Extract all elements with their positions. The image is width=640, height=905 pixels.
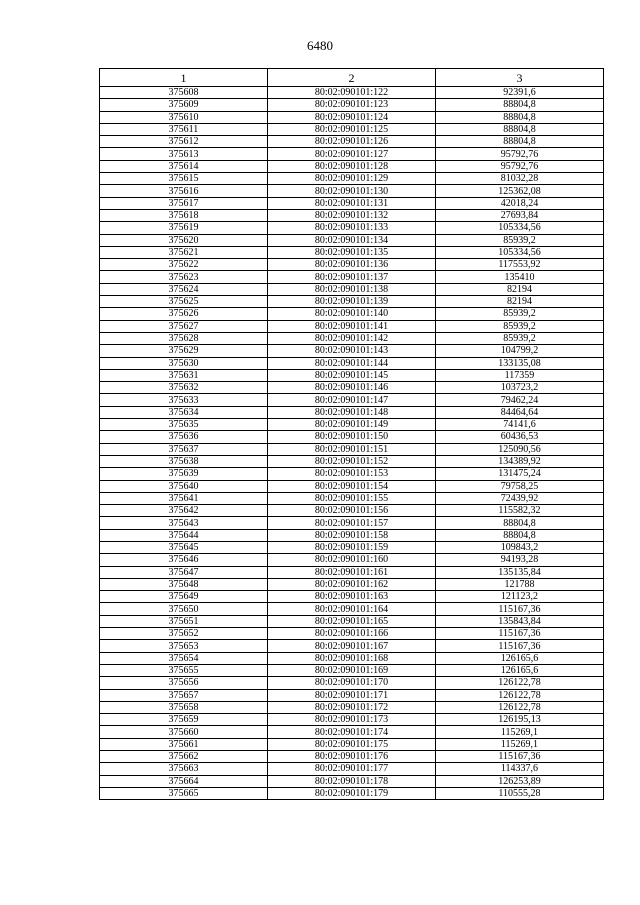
table-row [100,259,604,271]
value-cell: 84464,64 [436,406,604,418]
cadastral-number-cell: 80:02:090101:176 [268,751,436,763]
row-number-cell: 375660 [100,726,268,738]
cadastral-number-cell: 80:02:090101:146 [268,382,436,394]
value-cell: 126165,6 [436,664,604,676]
row-number-cell: 375613 [100,148,268,160]
row-number-cell: 375639 [100,468,268,480]
table-row [100,554,604,566]
row-number-cell: 375651 [100,615,268,627]
table-row [100,714,604,726]
table-row [100,787,604,799]
cadastral-number-cell: 80:02:090101:175 [268,738,436,750]
value-cell: 88804,8 [436,529,604,541]
cadastral-number-cell: 80:02:090101:142 [268,332,436,344]
table-row [100,369,604,381]
value-cell: 115167,36 [436,751,604,763]
value-cell: 115269,1 [436,726,604,738]
table-row [100,701,604,713]
cadastral-number-cell: 80:02:090101:123 [268,99,436,111]
row-number-cell: 375663 [100,763,268,775]
value-cell: 115167,36 [436,628,604,640]
row-number-cell: 375643 [100,517,268,529]
cadastral-number-cell: 80:02:090101:159 [268,541,436,553]
table-row [100,332,604,344]
value-cell: 74141,6 [436,419,604,431]
value-cell: 126122,78 [436,677,604,689]
row-number-cell: 375629 [100,345,268,357]
row-number-cell: 375640 [100,480,268,492]
cadastral-number-cell: 80:02:090101:130 [268,185,436,197]
table-row [100,517,604,529]
cadastral-number-cell: 80:02:090101:170 [268,677,436,689]
value-cell: 60436,53 [436,431,604,443]
table-row [100,173,604,185]
value-cell: 135843,84 [436,615,604,627]
cadastral-number-cell: 80:02:090101:141 [268,320,436,332]
row-number-cell: 375624 [100,283,268,295]
column-header-2: 2 [268,69,436,87]
row-number-cell: 375648 [100,578,268,590]
value-cell: 134389,92 [436,455,604,467]
value-cell: 85939,2 [436,308,604,320]
table-row [100,628,604,640]
value-cell: 115167,36 [436,640,604,652]
row-number-cell: 375623 [100,271,268,283]
table-row [100,677,604,689]
row-number-cell: 375631 [100,369,268,381]
value-cell: 103723,2 [436,382,604,394]
row-number-cell: 375649 [100,591,268,603]
cadastral-number-cell: 80:02:090101:132 [268,209,436,221]
row-number-cell: 375658 [100,701,268,713]
row-number-cell: 375627 [100,320,268,332]
row-number-cell: 375654 [100,652,268,664]
cadastral-number-cell: 80:02:090101:173 [268,714,436,726]
cadastral-number-cell: 80:02:090101:168 [268,652,436,664]
value-cell: 85939,2 [436,332,604,344]
value-cell: 82194 [436,283,604,295]
row-number-cell: 375644 [100,529,268,541]
table-row [100,431,604,443]
row-number-cell: 375653 [100,640,268,652]
table-row [100,296,604,308]
cadastral-number-cell: 80:02:090101:149 [268,419,436,431]
value-cell: 85939,2 [436,320,604,332]
value-cell: 79758,25 [436,480,604,492]
value-cell: 133135,08 [436,357,604,369]
table-row [100,738,604,750]
value-cell: 95792,76 [436,160,604,172]
value-cell: 27693,84 [436,209,604,221]
row-number-cell: 375633 [100,394,268,406]
cadastral-number-cell: 80:02:090101:131 [268,197,436,209]
table-row [100,185,604,197]
value-cell: 85939,2 [436,234,604,246]
table-row [100,111,604,123]
row-number-cell: 375628 [100,332,268,344]
row-number-cell: 375642 [100,505,268,517]
value-cell: 105334,56 [436,246,604,258]
table-row [100,751,604,763]
row-number-cell: 375617 [100,197,268,209]
row-number-cell: 375657 [100,689,268,701]
value-cell: 88804,8 [436,517,604,529]
table-row [100,246,604,258]
column-header-3: 3 [436,69,604,87]
value-cell: 126253,89 [436,775,604,787]
cadastral-number-cell: 80:02:090101:125 [268,123,436,135]
value-cell: 104799,2 [436,345,604,357]
header-row [100,69,604,87]
row-number-cell: 375618 [100,209,268,221]
value-cell: 72439,92 [436,492,604,504]
table-row [100,689,604,701]
row-number-cell: 375635 [100,419,268,431]
row-number-cell: 375612 [100,136,268,148]
row-number-cell: 375632 [100,382,268,394]
cadastral-number-cell: 80:02:090101:158 [268,529,436,541]
cadastral-number-cell: 80:02:090101:129 [268,173,436,185]
value-cell: 131475,24 [436,468,604,480]
table-row [100,345,604,357]
row-number-cell: 375611 [100,123,268,135]
row-number-cell: 375615 [100,173,268,185]
row-number-cell: 375661 [100,738,268,750]
cadastral-number-cell: 80:02:090101:153 [268,468,436,480]
value-cell: 121123,2 [436,591,604,603]
table-row [100,763,604,775]
cadastral-number-cell: 80:02:090101:144 [268,357,436,369]
table-row [100,394,604,406]
value-cell: 126165,6 [436,652,604,664]
table-row [100,148,604,160]
row-number-cell: 375647 [100,566,268,578]
value-cell: 117359 [436,369,604,381]
cadastral-number-cell: 80:02:090101:154 [268,480,436,492]
cadastral-number-cell: 80:02:090101:178 [268,775,436,787]
row-number-cell: 375656 [100,677,268,689]
value-cell: 94193,28 [436,554,604,566]
table-row [100,271,604,283]
row-number-cell: 375664 [100,775,268,787]
value-cell: 114337,6 [436,763,604,775]
cadastral-number-cell: 80:02:090101:162 [268,578,436,590]
table-row [100,87,604,99]
value-cell: 115582,32 [436,505,604,517]
row-number-cell: 375641 [100,492,268,504]
column-header-1: 1 [100,69,268,87]
row-number-cell: 375637 [100,443,268,455]
value-cell: 88804,8 [436,136,604,148]
row-number-cell: 375646 [100,554,268,566]
cadastral-number-cell: 80:02:090101:133 [268,222,436,234]
row-number-cell: 375659 [100,714,268,726]
table-row [100,455,604,467]
data-table [99,68,604,800]
cadastral-number-cell: 80:02:090101:137 [268,271,436,283]
cadastral-number-cell: 80:02:090101:172 [268,701,436,713]
value-cell: 81032,28 [436,173,604,185]
cadastral-number-cell: 80:02:090101:136 [268,259,436,271]
row-number-cell: 375616 [100,185,268,197]
row-number-cell: 375630 [100,357,268,369]
row-number-cell: 375650 [100,603,268,615]
value-cell: 126122,78 [436,689,604,701]
table-row [100,382,604,394]
table-row [100,406,604,418]
cadastral-number-cell: 80:02:090101:135 [268,246,436,258]
value-cell: 125362,08 [436,185,604,197]
value-cell: 82194 [436,296,604,308]
cadastral-number-cell: 80:02:090101:134 [268,234,436,246]
table-row [100,468,604,480]
value-cell: 117553,92 [436,259,604,271]
cadastral-number-cell: 80:02:090101:155 [268,492,436,504]
row-number-cell: 375608 [100,87,268,99]
value-cell: 88804,8 [436,123,604,135]
cadastral-number-cell: 80:02:090101:138 [268,283,436,295]
table-row [100,492,604,504]
table-row [100,591,604,603]
value-cell: 135410 [436,271,604,283]
value-cell: 88804,8 [436,99,604,111]
cadastral-number-cell: 80:02:090101:145 [268,369,436,381]
cadastral-number-cell: 80:02:090101:152 [268,455,436,467]
table-row [100,99,604,111]
cadastral-number-cell: 80:02:090101:160 [268,554,436,566]
table-row [100,419,604,431]
cadastral-number-cell: 80:02:090101:177 [268,763,436,775]
cadastral-number-cell: 80:02:090101:169 [268,664,436,676]
row-number-cell: 375625 [100,296,268,308]
cadastral-number-cell: 80:02:090101:163 [268,591,436,603]
table-row [100,443,604,455]
cadastral-number-cell: 80:02:090101:174 [268,726,436,738]
table-row [100,566,604,578]
cadastral-number-cell: 80:02:090101:150 [268,431,436,443]
value-cell: 126122,78 [436,701,604,713]
value-cell: 110555,28 [436,787,604,799]
page-number: 6480 [307,38,333,53]
table-header [100,69,604,87]
table-row [100,505,604,517]
row-number-cell: 375621 [100,246,268,258]
value-cell: 115167,36 [436,603,604,615]
value-cell: 95792,76 [436,148,604,160]
cadastral-number-cell: 80:02:090101:124 [268,111,436,123]
value-cell: 115269,1 [436,738,604,750]
cadastral-number-cell: 80:02:090101:122 [268,87,436,99]
cadastral-number-cell: 80:02:090101:166 [268,628,436,640]
row-number-cell: 375614 [100,160,268,172]
table-row [100,603,604,615]
value-cell: 126195,13 [436,714,604,726]
table-row [100,615,604,627]
value-cell: 105334,56 [436,222,604,234]
row-number-cell: 375626 [100,308,268,320]
cadastral-number-cell: 80:02:090101:127 [268,148,436,160]
table-row [100,320,604,332]
cadastral-number-cell: 80:02:090101:156 [268,505,436,517]
table-row [100,664,604,676]
row-number-cell: 375609 [100,99,268,111]
cadastral-number-cell: 80:02:090101:139 [268,296,436,308]
cadastral-number-cell: 80:02:090101:148 [268,406,436,418]
value-cell: 109843,2 [436,541,604,553]
cadastral-number-cell: 80:02:090101:147 [268,394,436,406]
row-number-cell: 375634 [100,406,268,418]
table-row [100,726,604,738]
table-row [100,652,604,664]
table-row [100,209,604,221]
cadastral-number-cell: 80:02:090101:179 [268,787,436,799]
cadastral-number-cell: 80:02:090101:167 [268,640,436,652]
value-cell: 92391,6 [436,87,604,99]
row-number-cell: 375610 [100,111,268,123]
value-cell: 42018,24 [436,197,604,209]
table-row [100,197,604,209]
table-row [100,222,604,234]
table-row [100,529,604,541]
table-row [100,357,604,369]
cadastral-number-cell: 80:02:090101:171 [268,689,436,701]
table-row [100,640,604,652]
cadastral-number-cell: 80:02:090101:165 [268,615,436,627]
row-number-cell: 375662 [100,751,268,763]
cadastral-number-cell: 80:02:090101:164 [268,603,436,615]
cadastral-number-cell: 80:02:090101:140 [268,308,436,320]
cadastral-number-cell: 80:02:090101:126 [268,136,436,148]
row-number-cell: 375638 [100,455,268,467]
value-cell: 125090,56 [436,443,604,455]
row-number-cell: 375645 [100,541,268,553]
row-number-cell: 375622 [100,259,268,271]
cadastral-number-cell: 80:02:090101:143 [268,345,436,357]
row-number-cell: 375655 [100,664,268,676]
table-row [100,234,604,246]
table-row [100,283,604,295]
value-cell: 79462,24 [436,394,604,406]
table-row [100,541,604,553]
cadastral-number-cell: 80:02:090101:151 [268,443,436,455]
value-cell: 135135,84 [436,566,604,578]
row-number-cell: 375636 [100,431,268,443]
table-body [100,87,604,800]
table-row [100,578,604,590]
table-row [100,775,604,787]
table-row [100,136,604,148]
cadastral-number-cell: 80:02:090101:161 [268,566,436,578]
table-row [100,308,604,320]
table-row [100,123,604,135]
cadastral-number-cell: 80:02:090101:128 [268,160,436,172]
row-number-cell: 375619 [100,222,268,234]
row-number-cell: 375665 [100,787,268,799]
value-cell: 121788 [436,578,604,590]
row-number-cell: 375620 [100,234,268,246]
table-row [100,160,604,172]
cadastral-number-cell: 80:02:090101:157 [268,517,436,529]
value-cell: 88804,8 [436,111,604,123]
row-number-cell: 375652 [100,628,268,640]
table-row [100,480,604,492]
